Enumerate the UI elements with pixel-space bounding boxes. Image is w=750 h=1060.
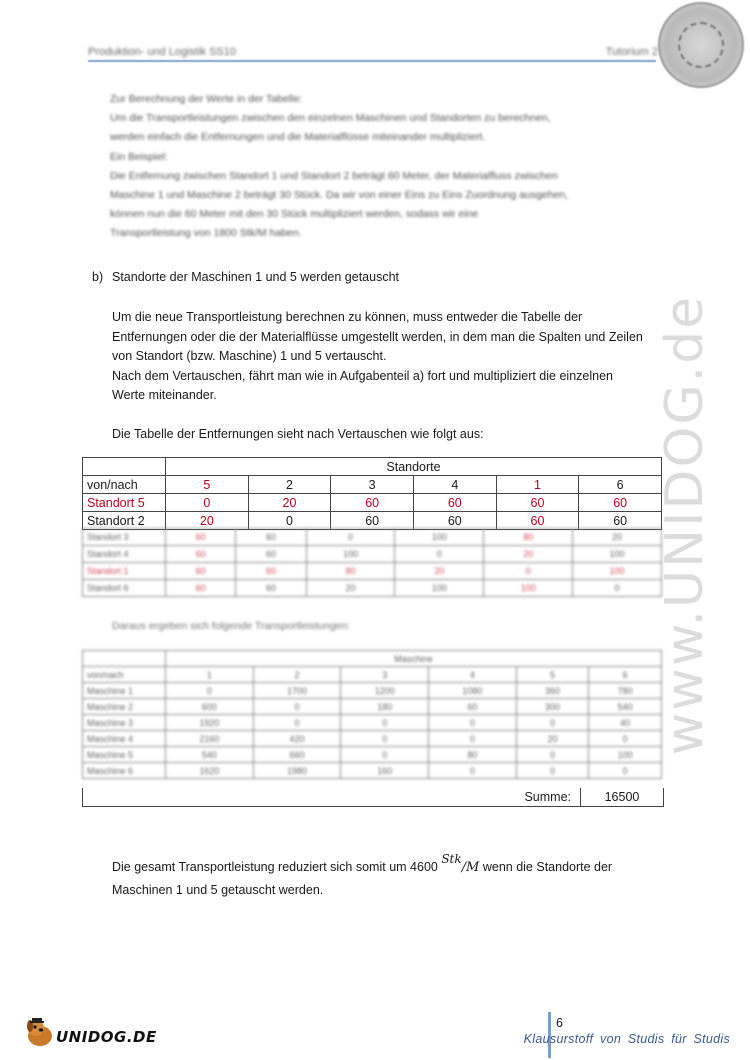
header-course: Produktion- und Logistik SS10 — [88, 46, 236, 58]
table-cell: 60 — [166, 580, 236, 597]
table-cell: 1920 — [166, 715, 254, 731]
table-cell: 660 — [253, 747, 341, 763]
table-row — [83, 699, 662, 715]
table-cell: 100 — [589, 747, 662, 763]
column-header: 4 — [429, 667, 517, 683]
column-header: 2 — [253, 667, 341, 683]
intro-line: Zur Berechnung der Werte in der Tabelle: — [110, 93, 303, 105]
table-cell: 0 — [573, 580, 662, 597]
conclusion-pre: Die gesamt Transportleistung reduziert sich somit um 4600 — [112, 860, 438, 874]
row-label: Standort 2 — [83, 512, 166, 530]
table-cell: 60 — [166, 546, 236, 563]
table-row — [83, 731, 662, 747]
paragraph-line: Nach dem Vertauschen, fährt man wie in Aufgabenteil a) fort und multipliziert die einzelnen — [112, 368, 613, 383]
row-label: Maschine 2 — [83, 699, 166, 715]
table-row — [83, 747, 662, 763]
table-row — [83, 546, 662, 563]
unit-numerator: Stk — [441, 852, 462, 866]
table-header-row — [83, 476, 662, 494]
corner-label: von/nach — [83, 476, 166, 494]
watermark-text: www.UNIDOG.de — [655, 294, 715, 756]
intro-line: Um die Transportleistungen zwischen den einzelnen Maschinen und Standorten zu berechnen, — [110, 112, 551, 125]
table-cell: 1700 — [253, 683, 341, 699]
transport-table — [82, 650, 662, 779]
row-label: Maschine 1 — [83, 683, 166, 699]
table-cell: 0 — [429, 731, 517, 747]
table-cell: 0 — [395, 546, 484, 563]
row-label: Maschine 4 — [83, 731, 166, 747]
table-cell: 60 — [413, 512, 496, 530]
table-cell: 60 — [236, 580, 306, 597]
paragraph-line: Um die neue Transportleistung berechnen zu können, muss entweder die Tabelle der — [112, 310, 583, 324]
page-number: 6 — [556, 1016, 563, 1030]
table-row — [83, 580, 662, 597]
table-cell: 1620 — [166, 763, 254, 779]
table-cell: 80 — [429, 747, 517, 763]
table-cell: 20 — [573, 529, 662, 546]
table-cell: 0 — [341, 731, 429, 747]
table-cell: 100 — [395, 529, 484, 546]
table-row — [83, 763, 662, 779]
distance-table-blurred — [82, 528, 662, 597]
table-cell: 60 — [579, 512, 662, 530]
table-cell: 60 — [429, 699, 517, 715]
unit-fraction: $^{Stk}$/M — [441, 852, 480, 875]
table-cell: 0 — [589, 731, 662, 747]
row-label: Standort 3 — [83, 529, 166, 546]
intro-line: Transportleistung von 1800 Stk/M haben. — [110, 227, 302, 240]
intro-line: werden einfach die Entfernungen und die Materialflüsse miteinander multipliziert. — [110, 131, 486, 144]
sum-row — [82, 788, 664, 807]
table-cell: 20 — [484, 546, 573, 563]
distance-table — [82, 457, 662, 530]
column-header: 1 — [166, 667, 254, 683]
table-cell: 540 — [589, 699, 662, 715]
corner-label: von/nach — [83, 667, 166, 683]
table-cell: 0 — [516, 747, 589, 763]
footer-tagline: Klausurstoff von Studis für Studis — [523, 1032, 730, 1046]
table-cell: 80 — [306, 563, 395, 580]
table-cell: 0 — [253, 699, 341, 715]
table-intro: Die Tabelle der Entfernungen sieht nach Vertauschen wie folgt aus: — [112, 427, 484, 441]
blurred-intro — [110, 90, 670, 244]
header-rule — [88, 60, 656, 62]
paragraph-line: Entfernungen oder die der Materialflüsse umgestellt werden, in dem man die Spalten und Zeilen — [112, 329, 643, 344]
table-cell: 0 — [341, 715, 429, 731]
table-row — [83, 494, 662, 512]
unit-denominator: M — [466, 860, 480, 875]
table-cell: 40 — [589, 715, 662, 731]
table-group-row — [83, 651, 662, 667]
table-cell: 60 — [496, 512, 579, 530]
table-cell: 60 — [166, 563, 236, 580]
column-header: 2 — [248, 476, 331, 494]
table-cell: 60 — [579, 494, 662, 512]
table-corner-empty — [83, 458, 166, 476]
section-label: b) — [92, 270, 104, 284]
table-cell: 420 — [253, 731, 341, 747]
row-label: Maschine 5 — [83, 747, 166, 763]
paragraph-line: von Standort (bzw. Maschine) 1 und 5 vertauscht. — [112, 349, 387, 364]
table-cell: 60 — [331, 494, 414, 512]
paragraph-line: Werte miteinander. — [112, 388, 217, 403]
section-b-paragraph — [112, 308, 672, 406]
table-header-row — [83, 667, 662, 683]
row-label: Maschine 6 — [83, 763, 166, 779]
column-header: 6 — [579, 476, 662, 494]
table-row — [83, 715, 662, 731]
row-label: Standort 4 — [83, 546, 166, 563]
table-cell: 0 — [248, 512, 331, 530]
university-seal-icon — [658, 2, 744, 88]
table-cell: 60 — [236, 563, 306, 580]
conclusion-line-1 — [112, 848, 612, 879]
unidog-logo — [22, 1014, 162, 1054]
table-cell: 20 — [395, 563, 484, 580]
table-cell: 0 — [253, 715, 341, 731]
dog-mascot-icon — [22, 1014, 58, 1050]
conclusion-line-2: Maschinen 1 und 5 getauscht werden. — [112, 883, 324, 897]
sum-label: Summe: — [524, 790, 571, 804]
table-row — [83, 683, 662, 699]
intro-line: Ein Beispiel: — [110, 150, 168, 163]
table-cell: 20 — [248, 494, 331, 512]
column-header: 5 — [166, 476, 249, 494]
table-cell: 0 — [516, 763, 589, 779]
table-cell: 20 — [166, 512, 249, 530]
table-cell: 0 — [306, 529, 395, 546]
table-cell: 100 — [484, 580, 573, 597]
table-corner-empty — [83, 651, 166, 667]
table-cell: 100 — [573, 546, 662, 563]
row-label: Standort 1 — [83, 563, 166, 580]
column-header: 3 — [331, 476, 414, 494]
table-cell: 0 — [516, 715, 589, 731]
table-row — [83, 529, 662, 546]
table-cell: 60 — [236, 529, 306, 546]
table-cell: 60 — [236, 546, 306, 563]
table-row — [83, 563, 662, 580]
table-cell: 540 — [166, 747, 254, 763]
table-cell: 80 — [484, 529, 573, 546]
table-cell: 780 — [589, 683, 662, 699]
column-header: 5 — [516, 667, 589, 683]
table-cell: 0 — [429, 715, 517, 731]
table-cell: 160 — [341, 763, 429, 779]
table-cell: 60 — [413, 494, 496, 512]
table-cell: 0 — [589, 763, 662, 779]
column-header: 4 — [413, 476, 496, 494]
table-cell: 180 — [341, 699, 429, 715]
intro-line: Maschine 1 und Maschine 2 beträgt 30 Stück. Da wir von einer Eins zu Eins Zuordnung ausgehen, — [110, 189, 569, 202]
conclusion — [112, 848, 612, 901]
table-cell: 300 — [516, 699, 589, 715]
table-cell: 0 — [166, 683, 254, 699]
table-cell: 1980 — [253, 763, 341, 779]
table-cell: 20 — [306, 580, 395, 597]
header-tutorium: Tutorium 2 — [605, 46, 658, 58]
table-cell: 0 — [166, 494, 249, 512]
table-cell: 100 — [395, 580, 484, 597]
table-cell: 2160 — [166, 731, 254, 747]
group-header: Maschine — [166, 651, 662, 667]
derived-text: Daraus ergeben sich folgende Transportleistungen: — [112, 620, 351, 632]
group-header: Standorte — [166, 458, 662, 476]
watermark — [655, 290, 715, 760]
table-cell: 1080 — [429, 683, 517, 699]
row-label: Maschine 3 — [83, 715, 166, 731]
table-cell: 20 — [516, 731, 589, 747]
table-cell: 0 — [341, 747, 429, 763]
table-cell: 60 — [331, 512, 414, 530]
table-cell: 600 — [166, 699, 254, 715]
table-cell: 0 — [429, 763, 517, 779]
sum-value: 16500 — [580, 788, 663, 806]
column-header: 6 — [589, 667, 662, 683]
column-header: 3 — [341, 667, 429, 683]
table-cell: 60 — [166, 529, 236, 546]
intro-line: Die Entfernung zwischen Standort 1 und Standort 2 beträgt 60 Meter, der Materialfluss zwischen — [110, 169, 558, 182]
row-label: Standort 5 — [83, 494, 166, 512]
table-cell: 360 — [516, 683, 589, 699]
intro-line: können nun die 60 Meter mit den 30 Stück multipliziert werden, sodass wir eine — [110, 208, 479, 221]
row-label: Standort 6 — [83, 580, 166, 597]
table-cell: 1200 — [341, 683, 429, 699]
section-title: Standorte der Maschinen 1 und 5 werden getauscht — [112, 270, 399, 284]
table-cell: 0 — [484, 563, 573, 580]
table-cell: 100 — [306, 546, 395, 563]
column-header: 1 — [496, 476, 579, 494]
logo-text: UNIDOG.DE — [56, 1028, 157, 1046]
conclusion-post: wenn die Standorte der — [482, 860, 613, 874]
table-cell: 60 — [496, 494, 579, 512]
table-cell: 100 — [573, 563, 662, 580]
table-group-row — [83, 458, 662, 476]
table-row — [83, 512, 662, 530]
